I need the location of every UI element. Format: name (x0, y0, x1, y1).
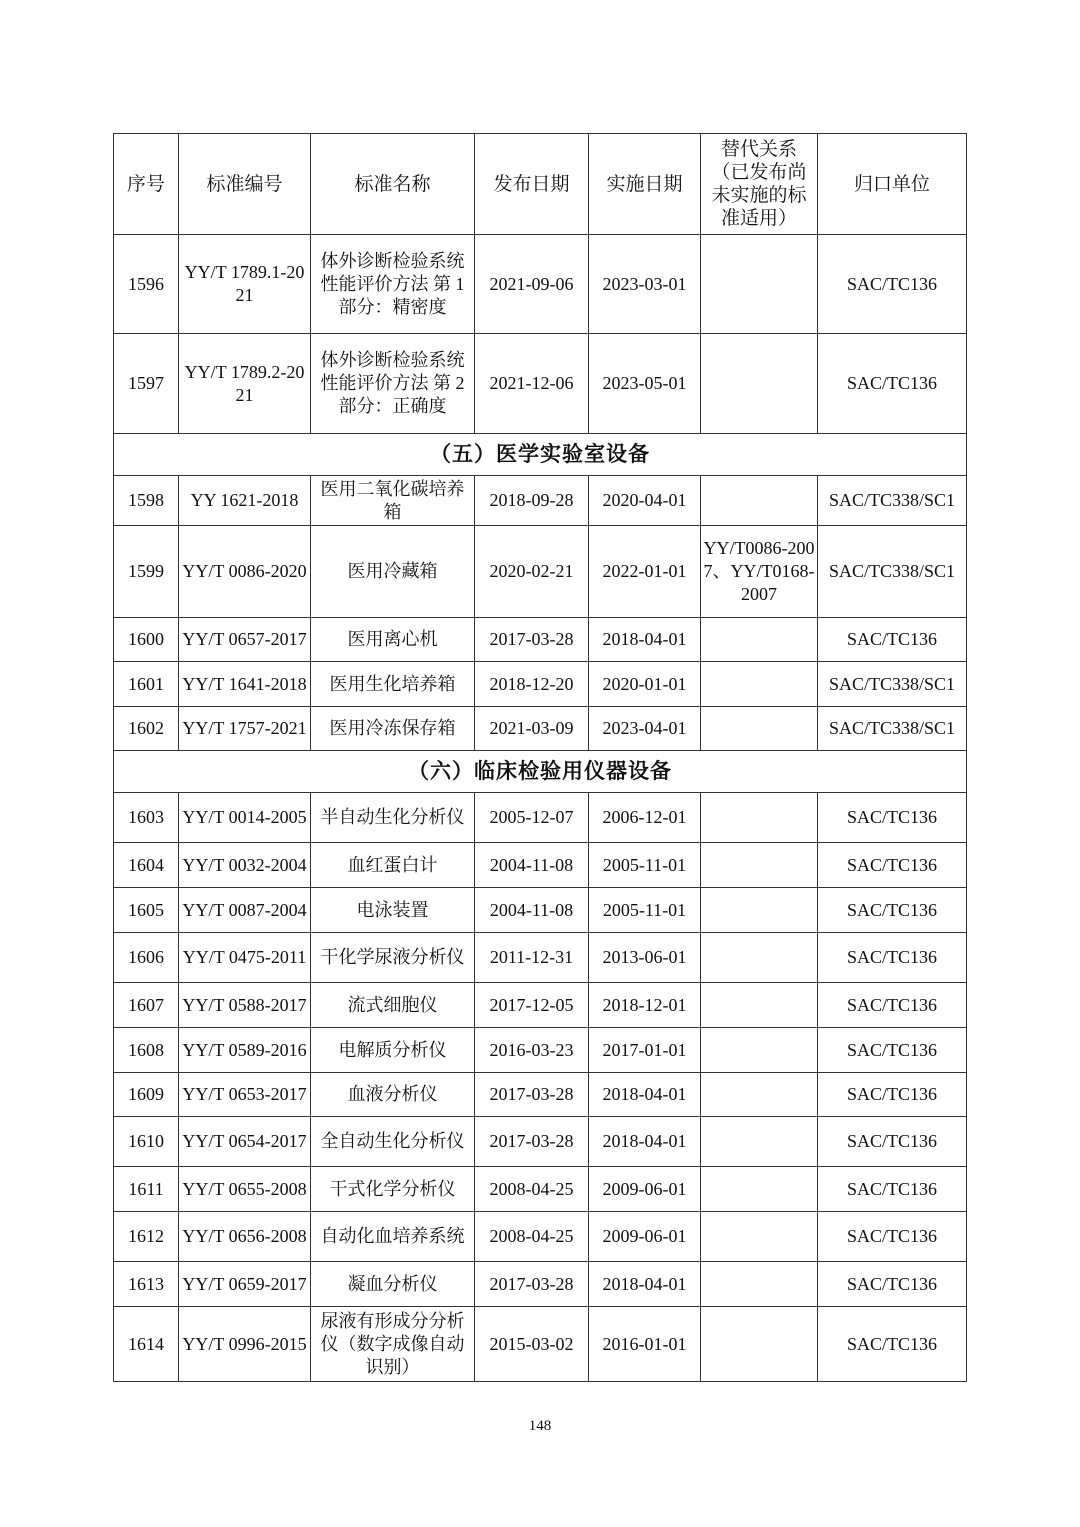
cell-unit: SAC/TC338/SC1 (818, 476, 967, 526)
cell-standard-name: 尿液有形成分分析仪（数字成像自动识别） (311, 1307, 475, 1382)
cell-implement-date: 2009-06-01 (589, 1167, 701, 1212)
header-row (114, 134, 967, 235)
cell-unit: SAC/TC136 (818, 334, 967, 434)
cell-unit: SAC/TC136 (818, 1167, 967, 1212)
cell-replacement (701, 1262, 818, 1307)
cell-implement-date: 2009-06-01 (589, 1212, 701, 1262)
cell-standard-name: 血红蛋白计 (311, 843, 475, 888)
cell-unit: SAC/TC136 (818, 1117, 967, 1167)
cell-implement-date: 2018-04-01 (589, 1117, 701, 1167)
cell-publish-date: 2016-03-23 (475, 1028, 589, 1073)
cell-implement-date: 2017-01-01 (589, 1028, 701, 1073)
cell-standard-code: YY/T 0659-2017 (179, 1262, 311, 1307)
cell-unit: SAC/TC136 (818, 888, 967, 933)
cell-publish-date: 2005-12-07 (475, 793, 589, 843)
cell-replacement (701, 1117, 818, 1167)
cell-replacement (701, 843, 818, 888)
cell-seq: 1596 (114, 235, 179, 334)
cell-seq: 1602 (114, 707, 179, 751)
table-row (114, 1073, 967, 1117)
cell-implement-date: 2020-01-01 (589, 662, 701, 707)
cell-publish-date: 2017-03-28 (475, 1073, 589, 1117)
cell-publish-date: 2021-09-06 (475, 235, 589, 334)
section-row (114, 751, 967, 793)
cell-unit: SAC/TC136 (818, 843, 967, 888)
cell-standard-name: 全自动生化分析仪 (311, 1117, 475, 1167)
header-publish-date: 发布日期 (475, 134, 589, 235)
cell-seq: 1605 (114, 888, 179, 933)
cell-standard-code: YY/T 0656-2008 (179, 1212, 311, 1262)
cell-implement-date: 2018-12-01 (589, 983, 701, 1028)
cell-implement-date: 2005-11-01 (589, 843, 701, 888)
table-row (114, 843, 967, 888)
cell-implement-date: 2016-01-01 (589, 1307, 701, 1382)
cell-publish-date: 2011-12-31 (475, 933, 589, 983)
cell-standard-name: 医用二氧化碳培养箱 (311, 476, 475, 526)
cell-standard-code: YY/T 0996-2015 (179, 1307, 311, 1382)
table-row (114, 1028, 967, 1073)
header-replacement: 替代关系（已发布尚未实施的标准适用） (701, 134, 818, 235)
cell-standard-name: 干化学尿液分析仪 (311, 933, 475, 983)
cell-publish-date: 2018-12-20 (475, 662, 589, 707)
cell-replacement (701, 793, 818, 843)
cell-standard-name: 血液分析仪 (311, 1073, 475, 1117)
cell-seq: 1609 (114, 1073, 179, 1117)
cell-seq: 1604 (114, 843, 179, 888)
table-row (114, 235, 967, 334)
cell-seq: 1600 (114, 618, 179, 662)
cell-unit: SAC/TC136 (818, 1028, 967, 1073)
cell-publish-date: 2021-03-09 (475, 707, 589, 751)
table-row (114, 334, 967, 434)
page-number: 148 (528, 1418, 552, 1434)
cell-publish-date: 2017-03-28 (475, 1117, 589, 1167)
cell-standard-code: YY/T 0014-2005 (179, 793, 311, 843)
cell-implement-date: 2023-05-01 (589, 334, 701, 434)
cell-standard-code: YY/T 0588-2017 (179, 983, 311, 1028)
cell-standard-name: 医用冷藏箱 (311, 526, 475, 618)
table-row (114, 1212, 967, 1262)
table-row (114, 793, 967, 843)
section-title: （五）医学实验室设备 (114, 434, 967, 476)
table-row (114, 1307, 967, 1382)
cell-standard-code: YY/T 0086-2020 (179, 526, 311, 618)
cell-seq: 1611 (114, 1167, 179, 1212)
cell-seq: 1597 (114, 334, 179, 434)
cell-implement-date: 2013-06-01 (589, 933, 701, 983)
cell-seq: 1601 (114, 662, 179, 707)
cell-standard-name: 干式化学分析仪 (311, 1167, 475, 1212)
cell-replacement (701, 618, 818, 662)
standards-table (113, 133, 967, 1382)
cell-publish-date: 2021-12-06 (475, 334, 589, 434)
cell-standard-name: 医用生化培养箱 (311, 662, 475, 707)
cell-unit: SAC/TC136 (818, 1307, 967, 1382)
table-row (114, 1262, 967, 1307)
cell-standard-name: 电泳装置 (311, 888, 475, 933)
cell-seq: 1612 (114, 1212, 179, 1262)
table-row (114, 476, 967, 526)
cell-implement-date: 2020-04-01 (589, 476, 701, 526)
cell-replacement (701, 1167, 818, 1212)
header-code: 标准编号 (179, 134, 311, 235)
cell-seq: 1607 (114, 983, 179, 1028)
cell-replacement (701, 1212, 818, 1262)
table-row (114, 526, 967, 618)
table-body (114, 235, 967, 1382)
cell-standard-code: YY/T 0475-2011 (179, 933, 311, 983)
cell-publish-date: 2004-11-08 (475, 888, 589, 933)
cell-unit: SAC/TC338/SC1 (818, 707, 967, 751)
cell-standard-name: 凝血分析仪 (311, 1262, 475, 1307)
cell-replacement (701, 662, 818, 707)
cell-implement-date: 2023-04-01 (589, 707, 701, 751)
cell-standard-name: 体外诊断检验系统 性能评价方法 第 2 部分：正确度 (311, 334, 475, 434)
cell-standard-name: 体外诊断检验系统 性能评价方法 第 1 部分：精密度 (311, 235, 475, 334)
cell-replacement (701, 707, 818, 751)
cell-standard-code: YY/T 0589-2016 (179, 1028, 311, 1073)
section-row (114, 434, 967, 476)
cell-standard-code: YY/T 0655-2008 (179, 1167, 311, 1212)
cell-standard-name: 电解质分析仪 (311, 1028, 475, 1073)
cell-seq: 1614 (114, 1307, 179, 1382)
table-row (114, 888, 967, 933)
table-row (114, 1167, 967, 1212)
cell-publish-date: 2017-03-28 (475, 1262, 589, 1307)
table-row (114, 707, 967, 751)
cell-seq: 1598 (114, 476, 179, 526)
section-title: （六）临床检验用仪器设备 (114, 751, 967, 793)
cell-replacement (701, 1073, 818, 1117)
cell-unit: SAC/TC338/SC1 (818, 662, 967, 707)
cell-replacement (701, 1028, 818, 1073)
cell-standard-code: YY/T 0657-2017 (179, 618, 311, 662)
cell-replacement (701, 933, 818, 983)
cell-standard-name: 自动化血培养系统 (311, 1212, 475, 1262)
cell-unit: SAC/TC136 (818, 983, 967, 1028)
cell-seq: 1610 (114, 1117, 179, 1167)
cell-replacement: YY/T0086-2007、YY/T0168-2007 (701, 526, 818, 618)
header-implement-date: 实施日期 (589, 134, 701, 235)
cell-seq: 1603 (114, 793, 179, 843)
cell-unit: SAC/TC136 (818, 933, 967, 983)
cell-implement-date: 2018-04-01 (589, 618, 701, 662)
cell-publish-date: 2018-09-28 (475, 476, 589, 526)
table-row (114, 933, 967, 983)
cell-standard-code: YY/T 1641-2018 (179, 662, 311, 707)
cell-standard-code: YY/T 0654-2017 (179, 1117, 311, 1167)
cell-unit: SAC/TC136 (818, 1212, 967, 1262)
cell-implement-date: 2023-03-01 (589, 235, 701, 334)
cell-replacement (701, 235, 818, 334)
cell-unit: SAC/TC136 (818, 793, 967, 843)
cell-replacement (701, 476, 818, 526)
cell-standard-code: YY/T 1789.1-2021 (179, 235, 311, 334)
cell-standard-name: 流式细胞仪 (311, 983, 475, 1028)
table-row (114, 1117, 967, 1167)
cell-standard-code: YY/T 1757-2021 (179, 707, 311, 751)
cell-replacement (701, 1307, 818, 1382)
cell-standard-name: 半自动生化分析仪 (311, 793, 475, 843)
cell-standard-code: YY 1621-2018 (179, 476, 311, 526)
cell-publish-date: 2008-04-25 (475, 1212, 589, 1262)
cell-unit: SAC/TC136 (818, 235, 967, 334)
cell-implement-date: 2005-11-01 (589, 888, 701, 933)
cell-standard-code: YY/T 0087-2004 (179, 888, 311, 933)
header-name: 标准名称 (311, 134, 475, 235)
cell-implement-date: 2018-04-01 (589, 1262, 701, 1307)
cell-implement-date: 2006-12-01 (589, 793, 701, 843)
cell-standard-name: 医用离心机 (311, 618, 475, 662)
cell-replacement (701, 983, 818, 1028)
header-seq: 序号 (114, 134, 179, 235)
cell-standard-code: YY/T 0653-2017 (179, 1073, 311, 1117)
cell-standard-code: YY/T 1789.2-2021 (179, 334, 311, 434)
cell-publish-date: 2008-04-25 (475, 1167, 589, 1212)
cell-seq: 1606 (114, 933, 179, 983)
cell-standard-name: 医用冷冻保存箱 (311, 707, 475, 751)
cell-publish-date: 2004-11-08 (475, 843, 589, 888)
cell-implement-date: 2018-04-01 (589, 1073, 701, 1117)
cell-replacement (701, 888, 818, 933)
table-row (114, 662, 967, 707)
cell-publish-date: 2017-12-05 (475, 983, 589, 1028)
cell-seq: 1599 (114, 526, 179, 618)
table-row (114, 618, 967, 662)
cell-implement-date: 2022-01-01 (589, 526, 701, 618)
cell-standard-code: YY/T 0032-2004 (179, 843, 311, 888)
cell-seq: 1608 (114, 1028, 179, 1073)
header-unit: 归口单位 (818, 134, 967, 235)
cell-publish-date: 2015-03-02 (475, 1307, 589, 1382)
cell-publish-date: 2017-03-28 (475, 618, 589, 662)
cell-replacement (701, 334, 818, 434)
cell-publish-date: 2020-02-21 (475, 526, 589, 618)
cell-seq: 1613 (114, 1262, 179, 1307)
table-row (114, 983, 967, 1028)
cell-unit: SAC/TC136 (818, 1262, 967, 1307)
cell-unit: SAC/TC136 (818, 1073, 967, 1117)
cell-unit: SAC/TC136 (818, 618, 967, 662)
cell-unit: SAC/TC338/SC1 (818, 526, 967, 618)
